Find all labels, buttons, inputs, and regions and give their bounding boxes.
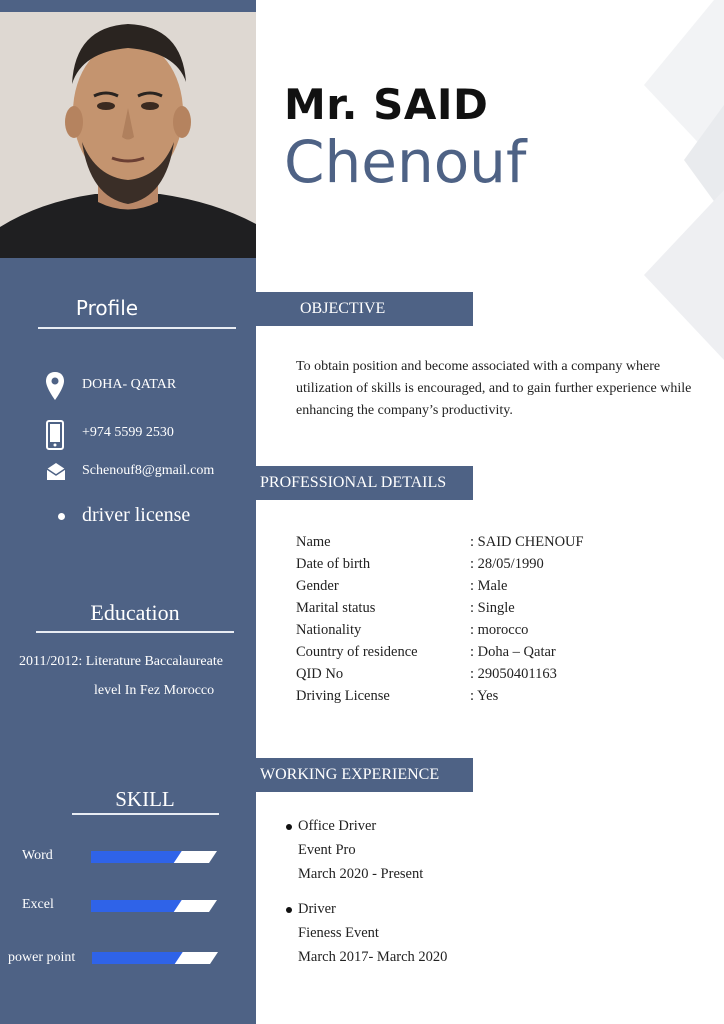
- work-entry-2: [286, 897, 447, 969]
- detail-value: : 28/05/1990: [470, 556, 544, 572]
- detail-value: : 29050401163: [470, 666, 557, 682]
- skill-divider: [72, 813, 219, 815]
- sidebar-top-strip: [0, 0, 256, 12]
- phone-text[interactable]: +974 5599 2530: [82, 425, 174, 440]
- location-text: DOHA- QATAR: [82, 377, 177, 392]
- detail-value: : SAID CHENOUF: [470, 534, 584, 550]
- work-role-text: Driver: [298, 901, 336, 917]
- education-line-2: level In Fez Morocco: [94, 683, 215, 698]
- detail-value: : Yes: [470, 688, 499, 704]
- detail-label: Driving License: [296, 688, 390, 704]
- profile-title: Profile: [75, 296, 139, 320]
- detail-value: : Single: [470, 600, 515, 616]
- skill-label-excel: Excel: [22, 897, 54, 912]
- work-period: March 2017- March 2020: [298, 949, 448, 965]
- education-line-1: 2011/2012: Literature Baccalaureate: [19, 654, 223, 669]
- bullet-icon: [286, 824, 292, 830]
- profile-divider: [38, 327, 236, 329]
- detail-label: Nationality: [296, 622, 362, 638]
- objective-text: To obtain position and become associated with a company where utilization of skills is encouraged, and to gain further experience while enhancing the company’s productivity.: [296, 359, 692, 418]
- work-period: March 2020 - Present: [298, 866, 424, 882]
- detail-label: Date of birth: [296, 556, 371, 572]
- email-icon: [46, 461, 66, 481]
- email-text[interactable]: Schenouf8@gmail.com: [82, 463, 215, 478]
- objective-header: OBJECTIVE: [256, 292, 473, 326]
- work-entry-1: [286, 814, 423, 886]
- professional-details-header: PROFESSIONAL DETAILS: [256, 466, 473, 500]
- detail-value: : morocco: [470, 622, 529, 638]
- skill-title: SKILL: [115, 787, 175, 811]
- detail-value: : Doha – Qatar: [470, 644, 556, 660]
- work-company: Event Pro: [298, 842, 356, 858]
- skill-bar-excel: [91, 900, 217, 912]
- skill-bar-word: [91, 851, 217, 863]
- work-company: Fieness Event: [298, 925, 379, 941]
- detail-label: QID No: [296, 666, 344, 682]
- name-last: Chenouf: [284, 128, 527, 196]
- driver-license-item: driver license: [82, 504, 191, 526]
- phone-icon: [46, 420, 64, 450]
- detail-value: : Male: [470, 578, 508, 594]
- working-experience-header: WORKING EXPERIENCE: [256, 758, 473, 792]
- detail-label: Name: [296, 534, 331, 550]
- work-role: [286, 897, 447, 921]
- detail-label: Marital status: [296, 600, 376, 616]
- bullet-icon: [286, 907, 292, 913]
- profile-photo: [0, 12, 256, 258]
- skill-label-word: Word: [22, 848, 53, 863]
- name-first: Mr. SAID: [284, 80, 489, 129]
- education-divider: [36, 631, 234, 633]
- detail-label: Gender: [296, 578, 339, 594]
- work-role-text: Office Driver: [298, 818, 377, 834]
- location-pin-icon: [46, 372, 64, 400]
- education-title: Education: [90, 600, 180, 625]
- work-role: [286, 814, 423, 838]
- skill-bar-power-point: [92, 952, 218, 964]
- skill-label-power-point: power point: [8, 950, 76, 965]
- bullet-dot: [58, 513, 65, 520]
- detail-label: Country of residence: [296, 644, 418, 660]
- decorative-diamonds: [624, 0, 724, 360]
